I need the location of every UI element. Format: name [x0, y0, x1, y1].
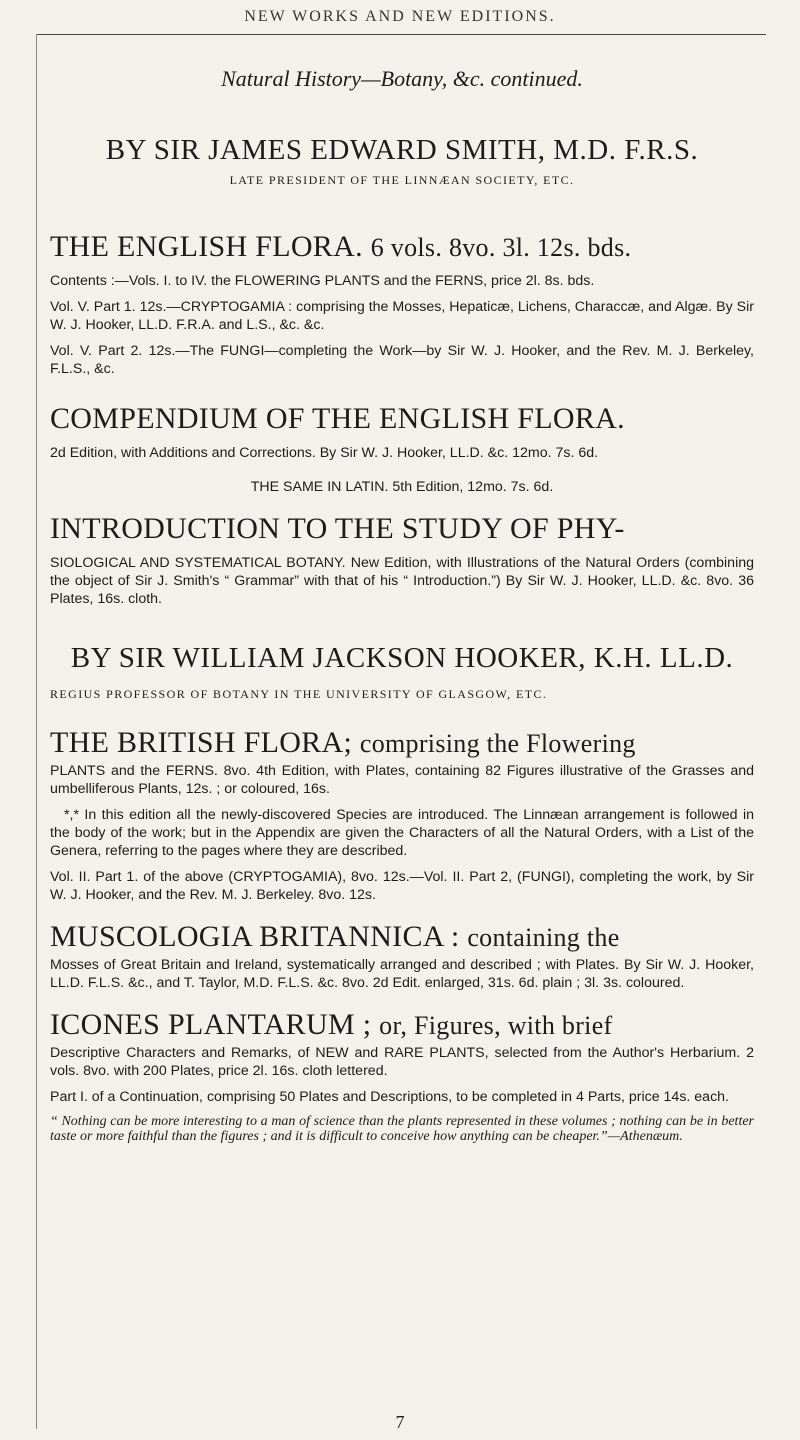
work-title-icones — [50, 1008, 754, 1042]
work-title-introduction: INTRODUCTION TO THE STUDY OF PHY- — [50, 512, 625, 545]
page-number: 7 — [395, 1412, 405, 1432]
british-flora-note: *,* In this edition all the newly-discovered Species are introduced. The Linnæan arrangement is followed in the body of the work; but in the Appendix are given the Characters of all the Natural Orders, with a List of the Genera, referring to the pages where they are described. — [50, 807, 754, 859]
top-rule — [36, 34, 766, 35]
icones-title-tail: or, Figures, with brief — [379, 1011, 613, 1040]
british-flora-detail: PLANTS and the FERNS. 8vo. 4th Edition, with Plates, containing 82 Figures illustrative of the Grasses and umbelliferous Plants, 12s. ; or coloured, 16s. — [50, 763, 754, 797]
compendium-latin: THE SAME IN LATIN. 5th Edition, 12mo. 7s. 6d. — [250, 479, 554, 495]
british-flora-title: THE BRITISH FLORA; — [50, 726, 353, 759]
introduction-detail: SIOLOGICAL AND SYSTEMATICAL BOTANY. New Edition, with Illustrations of the Natural Orders (combining the object of Sir J. Smith's “ Grammar” with that of his “ Introduction.”) By Sir W. J. Hooker, LL.D. &c. 8vo. 36 Plates, 16s. cloth. — [50, 555, 754, 607]
muscologia-detail: Mosses of Great Britain and Ireland, systematically arranged and described ; with Plates. By Sir W. J. Hooker, LL.D. F.L.S. &c., and T. Taylor, M.D. F.L.S. &c. 8vo. 2d Edit. enlarged, 31s. 6d. plain ; 3l. 3s. coloured. — [50, 957, 754, 991]
muscologia-title-tail: containing the — [467, 923, 620, 952]
icones-review-quote: “ Nothing can be more interesting to a man of science than the plants represented in these volumes ; nothing can be in better taste or more faithful than the figures ; and it is difficult to conceive how anything can be cheaper.”—Athenæum. — [50, 1114, 754, 1144]
british-flora-title-tail: comprising the Flowering — [359, 729, 636, 758]
english-flora-vol5-part2: Vol. V. Part 2. 12s.—The FUNGI—completing the Work—by Sir W. J. Hooker, and the Rev. M. J. Berkeley, F.L.S., &c. — [50, 343, 754, 377]
icones-continuation: Part I. of a Continuation, comprising 50 Plates and Descriptions, to be completed in 4 Parts, price 14s. each. — [50, 1089, 729, 1105]
work-title-english-flora — [50, 230, 754, 264]
work-title-compendium: COMPENDIUM OF THE ENGLISH FLORA. — [50, 402, 625, 435]
author-subtitle-hooker: REGIUS PROFESSOR OF BOTANY IN THE UNIVERSITY OF GLASGOW, ETC. — [50, 687, 548, 701]
work-title-british-flora — [50, 726, 754, 760]
left-margin-rule — [36, 34, 37, 1429]
icones-detail: Descriptive Characters and Remarks, of NEW and RARE PLANTS, selected from the Author's Herbarium. 2 vols. 8vo. with 200 Plates, price 2l. 16s. cloth lettered. — [50, 1045, 754, 1079]
english-flora-contents: Contents :—Vols. I. to IV. the FLOWERING PLANTS and the FERNS, price 2l. 8s. bds. — [50, 273, 595, 289]
english-flora-vol5-part1: Vol. V. Part 1. 12s.—CRYPTOGAMIA : comprising the Mosses, Hepaticæ, Lichens, Characcæ, and Algæ. By Sir W. J. Hooker, LL.D. F.R.A. and L.S., &c. &c. — [50, 299, 754, 333]
icones-title: ICONES PLANTARUM ; — [50, 1008, 372, 1041]
english-flora-title: THE ENGLISH FLORA. — [50, 230, 363, 263]
muscologia-title: MUSCOLOGIA BRITANNICA : — [50, 920, 460, 953]
section-title: Natural History—Botany, &c. continued. — [221, 66, 583, 91]
author-heading-smith: BY SIR JAMES EDWARD SMITH, M.D. F.R.S. — [105, 134, 699, 166]
page-content — [50, 50, 754, 1144]
author-heading-hooker: BY SIR WILLIAM JACKSON HOOKER, K.H. LL.D. — [70, 642, 734, 674]
english-flora-price: 6 vols. 8vo. 3l. 12s. bds. — [370, 233, 632, 262]
compendium-detail: 2d Edition, with Additions and Corrections. By Sir W. J. Hooker, LL.D. &c. 12mo. 7s. 6d. — [50, 445, 599, 461]
work-title-muscologia — [50, 920, 754, 954]
running-head: NEW WORKS AND NEW EDITIONS. — [244, 8, 556, 25]
british-flora-vol2: Vol. II. Part 1. of the above (CRYPTOGAMIA), 8vo. 12s.—Vol. II. Part 2, (FUNGI), completing the work, by Sir W. J. Hooker, and the Rev. M. J. Berkeley. 8vo. 12s. — [50, 869, 754, 903]
author-subtitle-smith: LATE PRESIDENT OF THE LINNÆAN SOCIETY, ETC. — [229, 173, 575, 187]
